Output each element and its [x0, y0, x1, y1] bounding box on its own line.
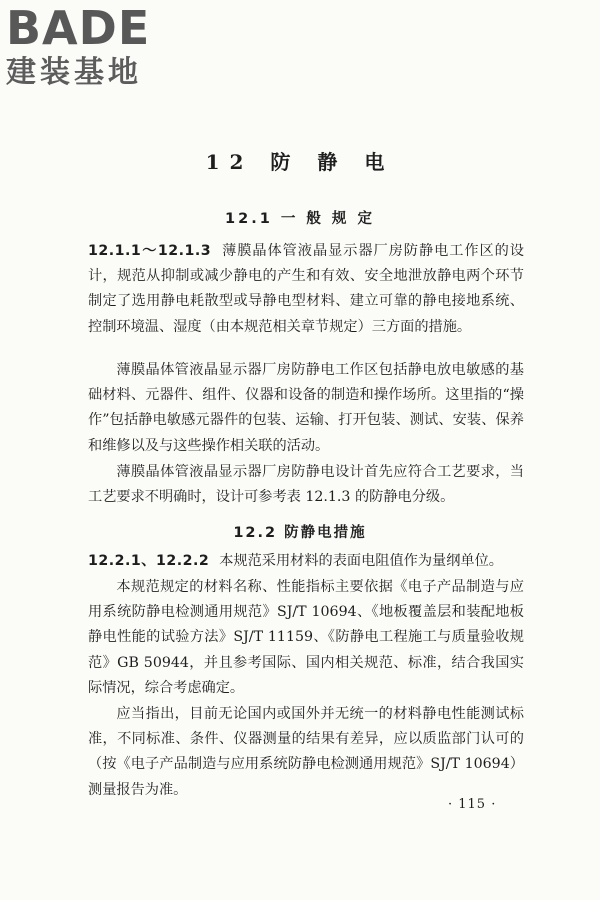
clause-number: 12.2.1、12.2.2	[88, 553, 210, 569]
logo-subtitle: 建装基地	[6, 55, 142, 90]
page-number: · 115 ·	[448, 797, 497, 812]
section-title-measures: 12.2 防静电措施	[233, 525, 367, 541]
paragraph	[88, 239, 524, 340]
publisher-logo	[6, 1, 178, 94]
clause-number: 12.1.1～12.1.3	[88, 243, 212, 259]
paragraph-text: 本规范采用材料的表面电阻值作为量纲单位。	[219, 553, 503, 569]
logo-wordmark: BADE	[6, 1, 151, 55]
paragraph	[88, 549, 524, 574]
chapter-title: 12 防 静 电	[205, 150, 395, 174]
paragraph: 薄膜晶体管液晶显示器厂房防静电工作区包括静电放电敏感的基础材料、元器件、组件、仪器和设备的制造和操作场所。这里指的“操作”包括静电敏感元器件的包装、运输、打开包装、测试、安装、保养和维修以及与这些操作相关联的活动。	[88, 362, 524, 454]
paragraph: 本规范规定的材料名称、性能指标主要依据《电子产品制造与应用系统防静电检测通用规范》SJ/T 10694、《地板覆盖层和装配地板静电性能的试验方法》SJ/T 11159、《防静电工程施工与质量验收规范》GB 50944，并且参考国际、国内相关规范、标准，结合我国实际情况，综合考虑确定。	[88, 579, 524, 696]
section-title-general: 12.1 一 般 规 定	[225, 211, 375, 227]
paragraph-text: 薄膜晶体管液晶显示器厂房防静电工作区的设计，规范从抑制或减少静电的产生和有效、安全地泄放静电两个环节制定了选用静电耗散型或导静电型材料、建立可靠的静电接地系统、控制环境温、湿度（由本规范相关章节规定）三方面的措施。	[88, 243, 524, 335]
paragraph: 应当指出，目前无论国内或国外并无统一的材料静电性能测试标准，不同标准、条件、仪器测量的结果有差异，应以质监部门认可的（按《电子产品制造与应用系统防静电检测通用规范》SJ/T 10694）测量报告为准。	[88, 706, 524, 798]
paragraph: 薄膜晶体管液晶显示器厂房防静电设计首先应符合工艺要求，当工艺要求不明确时，设计可参考表 12.1.3 的防静电分级。	[88, 464, 524, 506]
